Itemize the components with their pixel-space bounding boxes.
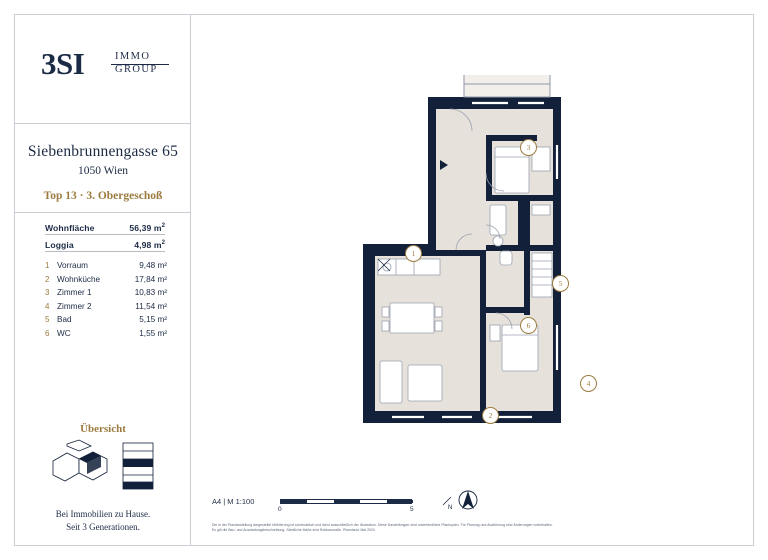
scale-label: A4 | M 1:100 bbox=[212, 497, 255, 506]
address-street: Siebenbrunnengasse 65 bbox=[27, 143, 179, 160]
room-name: WC bbox=[57, 328, 71, 338]
room-number: 1 bbox=[45, 261, 50, 271]
room-badge-1: 1 bbox=[405, 245, 422, 262]
room-number: 4 bbox=[45, 301, 50, 311]
compass-icon bbox=[438, 485, 480, 515]
brand-subname bbox=[115, 51, 158, 76]
info-panel bbox=[15, 15, 191, 545]
room-badge-6: 6 bbox=[520, 317, 537, 334]
room-name: Wohnküche bbox=[57, 274, 101, 284]
room-name: Bad bbox=[57, 315, 72, 325]
area-label-wohnflaeche: Wohnfläche bbox=[45, 223, 95, 233]
room-badge-2: 2 bbox=[482, 407, 499, 424]
room-name: Zimmer 1 bbox=[57, 288, 92, 298]
area-value-loggia: 4,98 $m^2$ bbox=[134, 240, 165, 250]
panel-divider-mid bbox=[15, 212, 191, 213]
footer-line-1: Bei Immobilien zu Hause. bbox=[55, 509, 151, 519]
room-number: 6 bbox=[45, 328, 50, 338]
list-item bbox=[45, 300, 167, 314]
panel-divider-top bbox=[15, 123, 191, 124]
overview-title: Übersicht bbox=[80, 423, 126, 435]
area-rule-upper bbox=[45, 234, 165, 235]
list-item bbox=[45, 259, 167, 273]
plan-area bbox=[192, 15, 754, 545]
room-number: 5 bbox=[45, 315, 50, 325]
room-area: 17,84 m² bbox=[134, 274, 167, 284]
room-number: 2 bbox=[45, 274, 50, 284]
area-value-wohnflaeche: 56,39 $m^2$ bbox=[129, 223, 165, 233]
brand-name: 3SI bbox=[41, 46, 85, 81]
room-area: 9,48 m² bbox=[139, 261, 167, 271]
disclaimer-line-1: Die in der Plandarstellung dargestellte Möblierung ist schematisch und dient ausschließlich der Illustration. Diese Darstellungen sind unverbindliche Plankopien. Für Planung und Ausführung sind Änderungen vorbehalten. bbox=[212, 523, 553, 527]
room-list bbox=[45, 259, 167, 340]
floorplan-drawing bbox=[332, 75, 602, 435]
disclaimer-text bbox=[212, 523, 732, 533]
room-badge-4: 4 bbox=[580, 375, 597, 392]
area-row-loggia bbox=[45, 238, 165, 252]
entrance-arrow-icon bbox=[440, 160, 448, 170]
list-item bbox=[45, 313, 167, 327]
list-item bbox=[45, 286, 167, 300]
svg-text:N: N bbox=[448, 505, 453, 511]
area-summary bbox=[45, 221, 165, 252]
brand-logo bbox=[41, 47, 171, 95]
brand-subname-line2: GROUP bbox=[115, 63, 158, 75]
room-badge-5: 5 bbox=[552, 275, 569, 292]
room-name: Zimmer 2 bbox=[57, 301, 92, 311]
room-name: Vorraum bbox=[57, 261, 88, 271]
room-area: 10,83 m² bbox=[134, 288, 167, 298]
footer-slogan bbox=[15, 508, 191, 534]
scale-min-label: 0 bbox=[278, 506, 282, 513]
overview-diagram bbox=[49, 439, 161, 493]
room-area: 1,55 m² bbox=[139, 328, 167, 338]
footer-line-2: Seit 3 Generationen. bbox=[66, 522, 140, 532]
area-row-wohnflaeche bbox=[45, 221, 165, 235]
room-area: 11,54 m² bbox=[135, 301, 167, 311]
brand-subname-line1: IMMO bbox=[115, 51, 151, 62]
list-item bbox=[45, 327, 167, 341]
room-area: 5,15 m² bbox=[139, 315, 167, 325]
room-badge-3: 3 bbox=[520, 139, 537, 156]
scale-bar-group bbox=[212, 487, 452, 515]
address-city: 1050 Wien bbox=[77, 165, 129, 177]
area-label-loggia: Loggia bbox=[45, 240, 74, 250]
room-number: 3 bbox=[45, 288, 50, 298]
area-rule-lower bbox=[45, 251, 165, 252]
scale-max-label: 5 bbox=[410, 506, 414, 513]
address-block bbox=[15, 143, 191, 177]
disclaimer-line-2: Es gilt die Bau- und Ausstattungsbeschreibung. Sämtliche Maße sind Rohbaumaße. Planstand: Mai 2024 bbox=[212, 528, 375, 533]
unit-designation: Top 13 · 3. Obergeschoß bbox=[43, 190, 163, 202]
scale-bar bbox=[280, 499, 412, 504]
list-item bbox=[45, 273, 167, 287]
